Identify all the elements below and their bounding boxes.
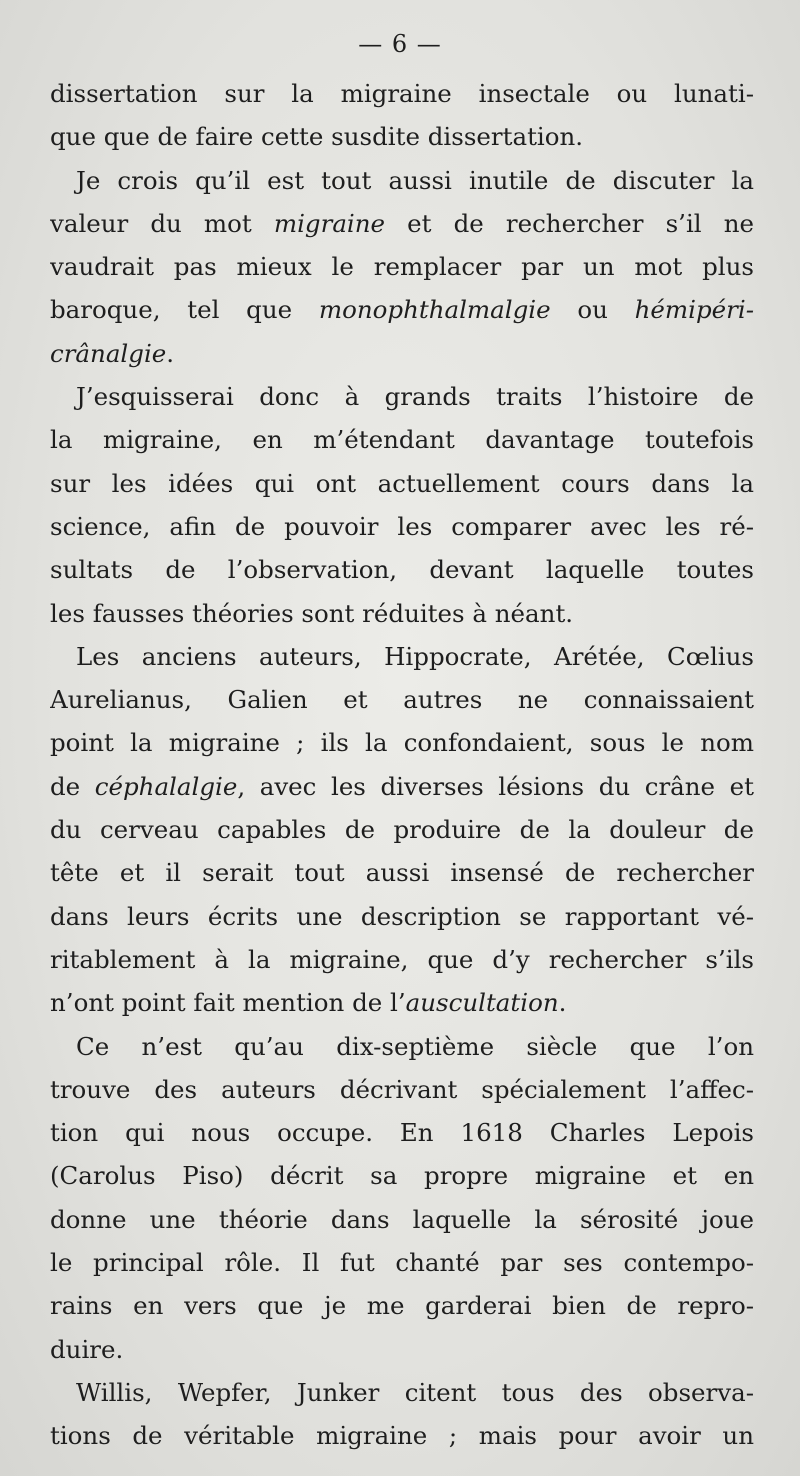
text-line: Aurelianus, Galien et autres ne connaissaient	[50, 685, 754, 715]
text-line: les fausses théories sont réduites à néant.	[50, 598, 574, 628]
text-line	[50, 288, 754, 331]
italic-text: hémipéri-	[634, 295, 754, 325]
text-line: duire.	[50, 1334, 124, 1364]
text-line: science, afin de pouvoir les comparer avec les ré-	[50, 511, 754, 541]
text-line: rains en vers que je me garderai bien de repro-	[50, 1291, 754, 1321]
text-segment: .	[558, 988, 567, 1018]
text-line: trouve des auteurs décrivant spécialement l’affec-	[50, 1074, 754, 1104]
text-line: Ce n’est qu’au dix-septième siècle que l’on	[76, 1031, 754, 1061]
text-line: sultats de l’observation, devant laquelle toutes	[50, 555, 754, 585]
italic-text: céphalalgie	[94, 771, 238, 801]
text-line: Je crois qu’il est tout aussi inutile de discuter la	[76, 165, 754, 195]
text-segment: baroque, tel que	[50, 295, 319, 325]
text-line: le principal rôle. Il fut chanté par ses contempo-	[50, 1248, 754, 1278]
text-segment: de	[50, 771, 95, 801]
page-number: — 6 —	[358, 30, 442, 58]
italic-text: auscultation	[405, 988, 559, 1018]
text-line	[50, 981, 754, 1024]
text-line	[50, 202, 754, 245]
text-line: tête et il serait tout aussi insensé de rechercher	[50, 858, 754, 888]
text-line	[50, 332, 754, 375]
text-line: ritablement à la migraine, que d’y rechercher s’ils	[50, 944, 754, 974]
text-line: Les anciens auteurs, Hippocrate, Arétée, Cœlius	[76, 641, 754, 671]
text-line: que que de faire cette susdite dissertation.	[50, 122, 584, 152]
italic-text: crânalgie	[50, 338, 167, 368]
text-line: vaudrait pas mieux le remplacer par un mot plus	[50, 252, 754, 282]
body-text	[50, 72, 754, 1458]
text-line: donne une théorie dans laquelle la sérosité joue	[50, 1204, 754, 1234]
text-segment: n’ont point fait mention de l’	[50, 988, 406, 1018]
text-line: la migraine, en m’étendant davantage toutefois	[50, 425, 754, 455]
text-line: (Carolus Piso) décrit sa propre migraine et en	[50, 1161, 754, 1191]
text-segment: et de rechercher s’il ne	[385, 208, 754, 238]
text-line: tions de véritable migraine ; mais pour avoir un	[50, 1421, 754, 1451]
text-segment: .	[166, 338, 175, 368]
text-line: du cerveau capables de produire de la douleur de	[50, 815, 754, 845]
text-line: dans leurs écrits une description se rapportant vé-	[50, 901, 754, 931]
text-segment: , avec les diverses lésions du crâne et	[237, 771, 754, 801]
text-segment: ou	[550, 295, 635, 325]
text-line: J’esquisserai donc à grands traits l’histoire de	[76, 382, 754, 412]
text-line	[50, 765, 754, 808]
text-segment: valeur du mot	[50, 208, 274, 238]
italic-text: migraine	[273, 208, 386, 238]
text-line: dissertation sur la migraine insectale ou lunati-	[50, 79, 754, 108]
italic-text: monophthalmalgie	[318, 295, 551, 325]
text-line: tion qui nous occupe. En 1618 Charles Lepois	[50, 1118, 754, 1148]
text-line: sur les idées qui ont actuellement cours dans la	[50, 468, 754, 498]
text-line: Willis, Wepfer, Junker citent tous des observa-	[76, 1377, 754, 1407]
text-line: point la migraine ; ils la confondaient, sous le nom	[50, 728, 754, 758]
